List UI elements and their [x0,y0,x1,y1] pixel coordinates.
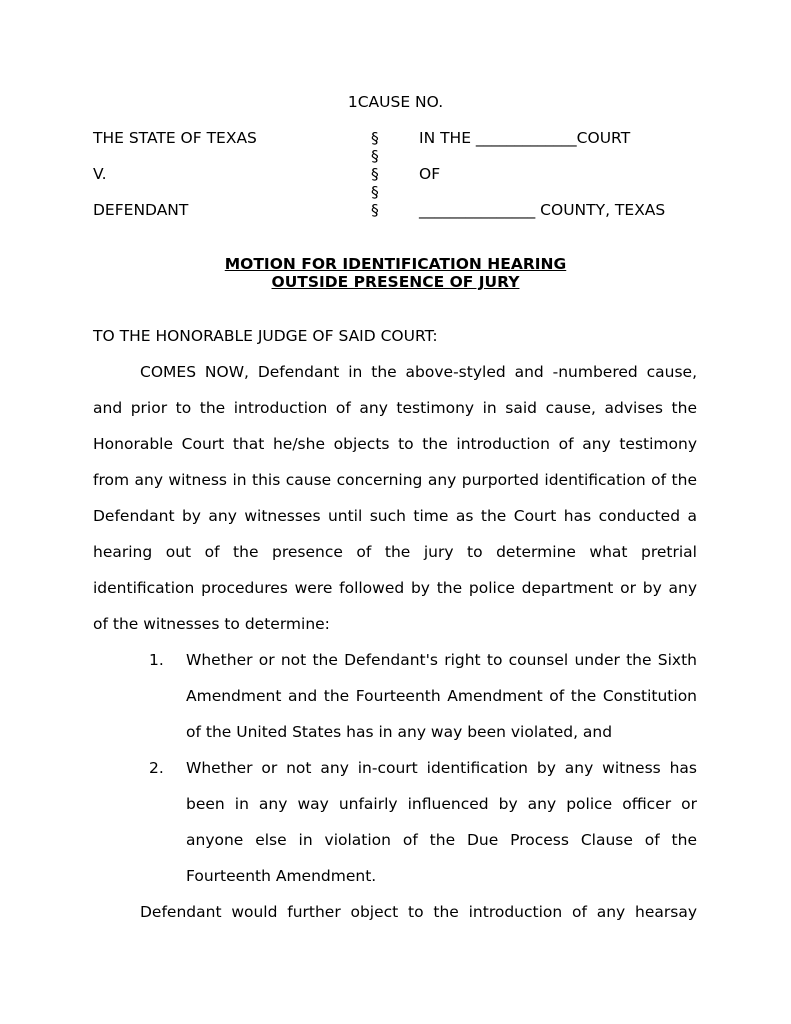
list-item-number: 1. [149,651,164,669]
section-mark: § [371,183,379,201]
motion-title-line1: MOTION FOR IDENTIFICATION HEARING [224,255,567,273]
caption-versus: V. [93,165,107,183]
caption-of: OF [419,165,441,183]
section-mark: § [371,147,379,165]
section-mark: § [371,201,379,219]
caption-defendant: DEFENDANT [93,201,189,219]
cause-number: 1CAUSE NO. [347,93,444,111]
salutation: TO THE HONORABLE JUDGE OF SAID COURT: [93,327,438,345]
motion-title-line2: OUTSIDE PRESENCE OF JURY [271,273,520,291]
list-item [93,642,697,750]
list-item-text: Whether or not the Defendant's right to counsel under the Sixth Amendment and the Fourteenth Amendment of the Constitution of the United States has in any way been violated, and [186,651,697,741]
paragraph-comes-now: COMES NOW, Defendant in the above-styled and -numbered cause, and prior to the introduction of any testimony in said cause, advises the Honorable Court that he/she objects to the introduction of any testimony from any witness in this cause concerning any purported identification of the Defendant by any witnesses until such time as the Court has conducted a hearing out of the presence of the jury to determine what pretrial identification procedures were followed by the police department or by any of the witnesses to determine: [93,363,697,633]
paragraph-hearsay: Defendant would further object to the introduction of any hearsay [140,903,697,921]
motion-body [93,318,697,930]
list-item-number: 2. [149,759,164,777]
section-mark: § [371,129,379,147]
caption-county: _______________ COUNTY, TEXAS [419,201,666,219]
section-mark: § [371,165,379,183]
caption-court: IN THE _____________COURT [419,129,631,147]
list-item-text: Whether or not any in-court identification by any witness has been in any way unfairly influenced by any police officer or anyone else in violation of the Due Process Clause of the Fourteenth Amendment. [186,759,697,885]
determination-list [93,642,697,894]
list-item [93,750,697,894]
caption-state: THE STATE OF TEXAS [93,129,257,147]
